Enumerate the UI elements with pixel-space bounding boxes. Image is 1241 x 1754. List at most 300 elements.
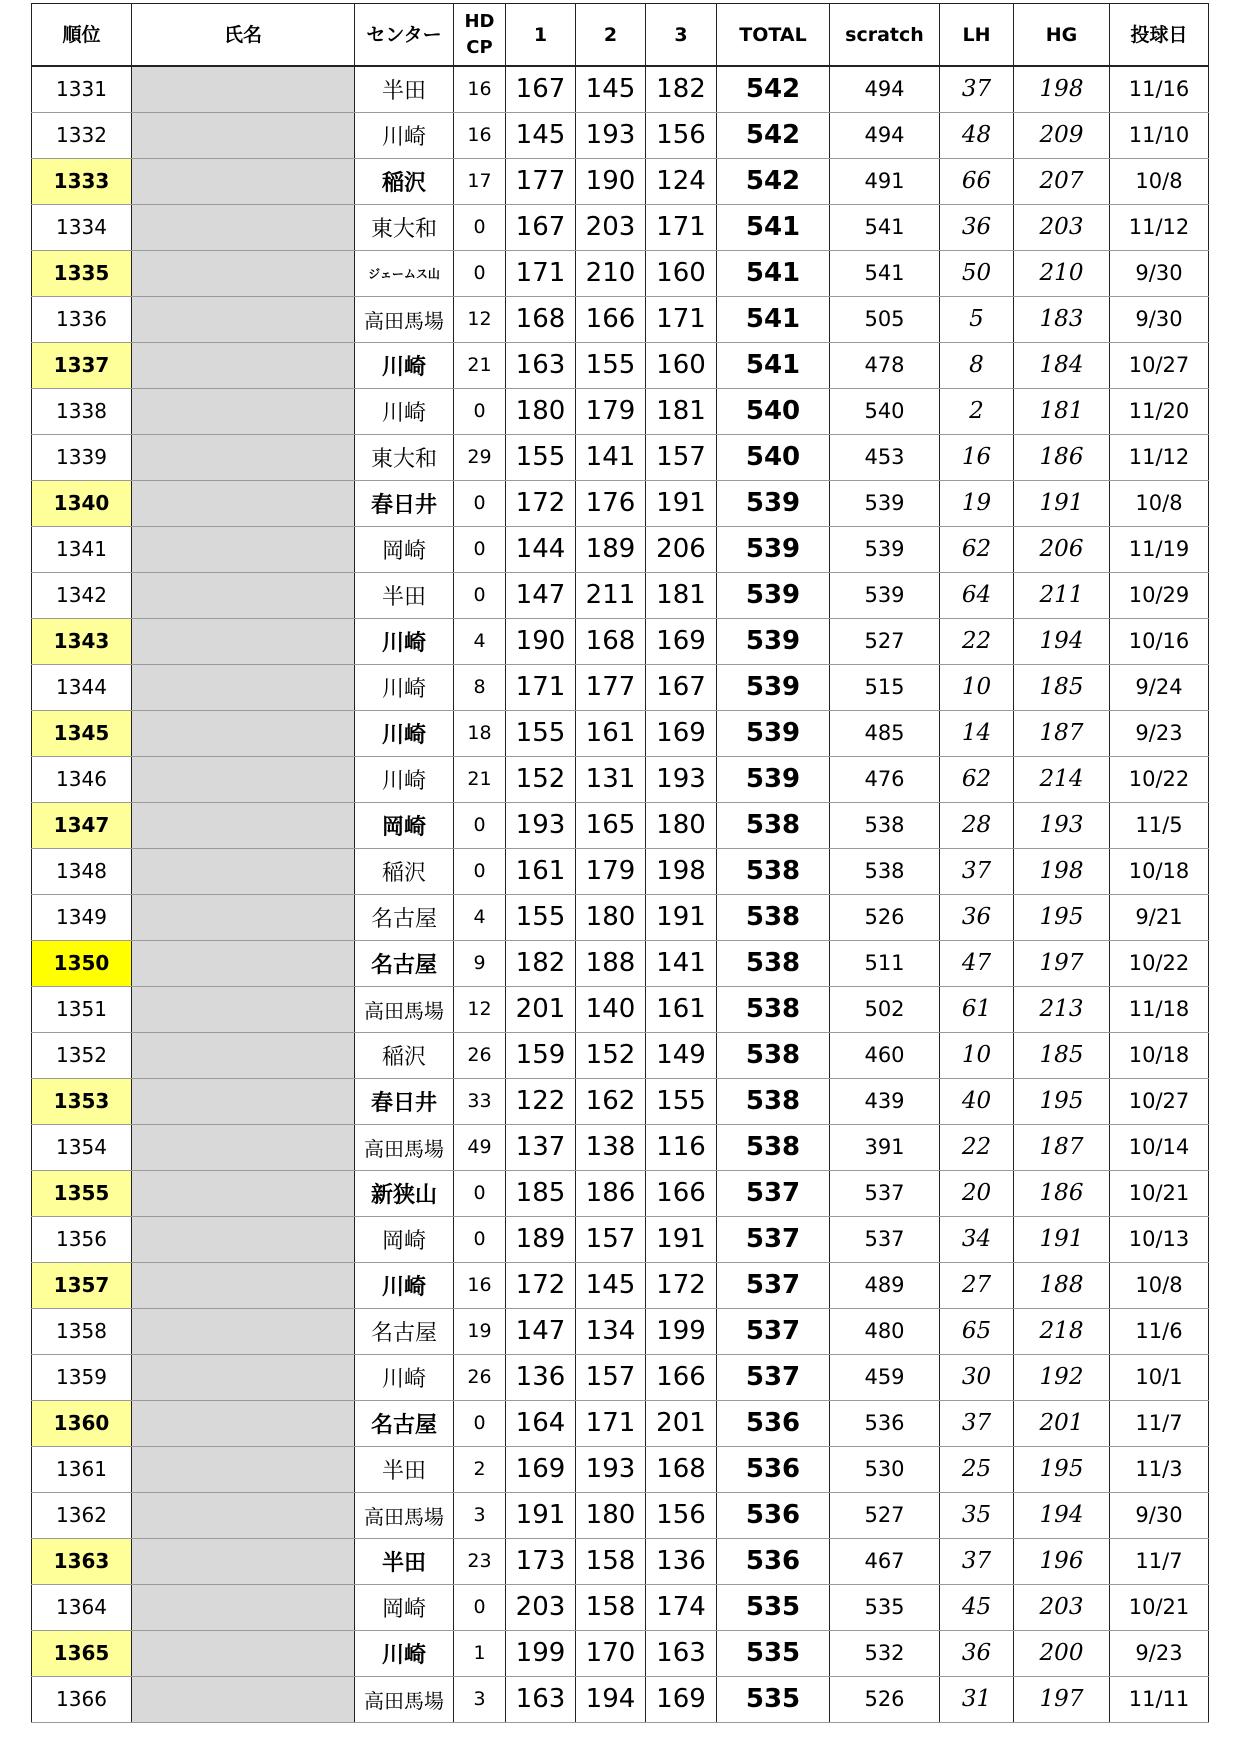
game2-cell: 177 (576, 664, 646, 710)
name-cell (132, 986, 355, 1032)
date-cell: 10/8 (1110, 1262, 1209, 1308)
table-row (32, 1584, 1209, 1630)
game2-cell: 155 (576, 342, 646, 388)
hdcp-cell: 26 (454, 1032, 506, 1078)
lh-cell: 50 (940, 250, 1014, 296)
scratch-cell: 536 (830, 1400, 940, 1446)
rank-cell: 1347 (32, 802, 132, 848)
scratch-cell: 439 (830, 1078, 940, 1124)
hdcp-cell: 9 (454, 940, 506, 986)
header-date: 投球日 (1110, 4, 1209, 67)
table-row (32, 480, 1209, 526)
game3-cell: 191 (646, 480, 717, 526)
game3-cell: 168 (646, 1446, 717, 1492)
hdcp-cell: 29 (454, 434, 506, 480)
header-hdcp-line2: CP (466, 36, 493, 58)
total-cell: 540 (717, 434, 830, 480)
name-cell (132, 572, 355, 618)
center-cell: 東大和 (355, 434, 454, 480)
lh-cell: 19 (940, 480, 1014, 526)
game3-cell: 180 (646, 802, 717, 848)
header-row (32, 4, 1209, 67)
name-cell (132, 940, 355, 986)
total-cell: 539 (717, 526, 830, 572)
lh-cell: 34 (940, 1216, 1014, 1262)
date-cell: 10/22 (1110, 940, 1209, 986)
hg-cell: 183 (1014, 296, 1110, 342)
table-row (32, 342, 1209, 388)
table-row (32, 112, 1209, 158)
table-row (32, 250, 1209, 296)
scratch-cell: 539 (830, 572, 940, 618)
game2-cell: 210 (576, 250, 646, 296)
total-cell: 536 (717, 1492, 830, 1538)
total-cell: 539 (717, 618, 830, 664)
hg-cell: 191 (1014, 480, 1110, 526)
game1-cell: 155 (506, 434, 576, 480)
table-row (32, 1124, 1209, 1170)
rank-cell: 1343 (32, 618, 132, 664)
lh-cell: 14 (940, 710, 1014, 756)
rank-cell: 1342 (32, 572, 132, 618)
name-cell (132, 66, 355, 112)
date-cell: 9/23 (1110, 710, 1209, 756)
hdcp-cell: 16 (454, 1262, 506, 1308)
center-cell: 川崎 (355, 388, 454, 434)
date-cell: 10/27 (1110, 342, 1209, 388)
rank-cell: 1363 (32, 1538, 132, 1584)
table-row (32, 1400, 1209, 1446)
total-cell: 538 (717, 1078, 830, 1124)
game2-cell: 190 (576, 158, 646, 204)
hdcp-cell: 0 (454, 572, 506, 618)
game1-cell: 171 (506, 250, 576, 296)
lh-cell: 5 (940, 296, 1014, 342)
center-cell: 半田 (355, 1446, 454, 1492)
date-cell: 10/18 (1110, 1032, 1209, 1078)
center-cell: 川崎 (355, 710, 454, 756)
center-cell: 名古屋 (355, 1308, 454, 1354)
scratch-cell: 535 (830, 1584, 940, 1630)
game3-cell: 181 (646, 572, 717, 618)
hg-cell: 211 (1014, 572, 1110, 618)
hdcp-cell: 0 (454, 1216, 506, 1262)
hg-cell: 218 (1014, 1308, 1110, 1354)
table-row (32, 756, 1209, 802)
total-cell: 537 (717, 1354, 830, 1400)
game2-cell: 193 (576, 1446, 646, 1492)
table-row (32, 1032, 1209, 1078)
game1-cell: 137 (506, 1124, 576, 1170)
game2-cell: 158 (576, 1538, 646, 1584)
center-cell: 高田馬場 (355, 296, 454, 342)
name-cell (132, 204, 355, 250)
lh-cell: 37 (940, 1400, 1014, 1446)
name-cell (132, 848, 355, 894)
hdcp-cell: 19 (454, 1308, 506, 1354)
hg-cell: 213 (1014, 986, 1110, 1032)
lh-cell: 10 (940, 1032, 1014, 1078)
game1-cell: 173 (506, 1538, 576, 1584)
scratch-cell: 460 (830, 1032, 940, 1078)
name-cell (132, 342, 355, 388)
center-cell: 岡崎 (355, 1216, 454, 1262)
lh-cell: 2 (940, 388, 1014, 434)
game3-cell: 156 (646, 1492, 717, 1538)
ranking-table-wrapper (31, 3, 1208, 1723)
game2-cell: 138 (576, 1124, 646, 1170)
rank-cell: 1339 (32, 434, 132, 480)
date-cell: 10/1 (1110, 1354, 1209, 1400)
name-cell (132, 1170, 355, 1216)
game3-cell: 193 (646, 756, 717, 802)
header-hdcp-line1: HD (464, 10, 495, 32)
game2-cell: 157 (576, 1216, 646, 1262)
table-row (32, 526, 1209, 572)
game1-cell: 180 (506, 388, 576, 434)
hdcp-cell: 16 (454, 112, 506, 158)
rank-cell: 1340 (32, 480, 132, 526)
lh-cell: 62 (940, 756, 1014, 802)
total-cell: 541 (717, 342, 830, 388)
lh-cell: 22 (940, 1124, 1014, 1170)
game3-cell: 157 (646, 434, 717, 480)
game2-cell: 203 (576, 204, 646, 250)
table-row (32, 940, 1209, 986)
game1-cell: 171 (506, 664, 576, 710)
center-cell: 高田馬場 (355, 1124, 454, 1170)
table-row (32, 158, 1209, 204)
rank-cell: 1333 (32, 158, 132, 204)
game3-cell: 169 (646, 618, 717, 664)
date-cell: 11/20 (1110, 388, 1209, 434)
date-cell: 10/21 (1110, 1170, 1209, 1216)
center-cell: 川崎 (355, 1262, 454, 1308)
game1-cell: 159 (506, 1032, 576, 1078)
game3-cell: 198 (646, 848, 717, 894)
scratch-cell: 511 (830, 940, 940, 986)
scratch-cell: 459 (830, 1354, 940, 1400)
game1-cell: 161 (506, 848, 576, 894)
center-cell: 川崎 (355, 1354, 454, 1400)
hdcp-cell: 0 (454, 480, 506, 526)
rank-cell: 1348 (32, 848, 132, 894)
scratch-cell: 540 (830, 388, 940, 434)
hdcp-cell: 0 (454, 802, 506, 848)
table-row (32, 848, 1209, 894)
game1-cell: 189 (506, 1216, 576, 1262)
header-name: 氏名 (132, 4, 355, 67)
table-row (32, 1630, 1209, 1676)
lh-cell: 20 (940, 1170, 1014, 1216)
lh-cell: 36 (940, 204, 1014, 250)
game3-cell: 167 (646, 664, 717, 710)
rank-cell: 1346 (32, 756, 132, 802)
name-cell (132, 710, 355, 756)
game2-cell: 157 (576, 1354, 646, 1400)
date-cell: 10/18 (1110, 848, 1209, 894)
game1-cell: 163 (506, 342, 576, 388)
lh-cell: 28 (940, 802, 1014, 848)
game3-cell: 166 (646, 1354, 717, 1400)
game1-cell: 168 (506, 296, 576, 342)
game1-cell: 172 (506, 1262, 576, 1308)
center-cell: 岡崎 (355, 802, 454, 848)
total-cell: 542 (717, 66, 830, 112)
game3-cell: 174 (646, 1584, 717, 1630)
lh-cell: 61 (940, 986, 1014, 1032)
date-cell: 11/6 (1110, 1308, 1209, 1354)
hg-cell: 195 (1014, 894, 1110, 940)
center-cell: 稲沢 (355, 848, 454, 894)
game1-cell: 155 (506, 710, 576, 756)
name-cell (132, 1538, 355, 1584)
rank-cell: 1357 (32, 1262, 132, 1308)
game2-cell: 162 (576, 1078, 646, 1124)
name-cell (132, 526, 355, 572)
total-cell: 539 (717, 572, 830, 618)
hg-cell: 184 (1014, 342, 1110, 388)
hdcp-cell: 49 (454, 1124, 506, 1170)
game1-cell: 164 (506, 1400, 576, 1446)
game1-cell: 122 (506, 1078, 576, 1124)
table-row (32, 572, 1209, 618)
scratch-cell: 515 (830, 664, 940, 710)
scratch-cell: 489 (830, 1262, 940, 1308)
rank-cell: 1360 (32, 1400, 132, 1446)
name-cell (132, 1216, 355, 1262)
total-cell: 536 (717, 1446, 830, 1492)
total-cell: 542 (717, 112, 830, 158)
game2-cell: 176 (576, 480, 646, 526)
game1-cell: 152 (506, 756, 576, 802)
game1-cell: 203 (506, 1584, 576, 1630)
scratch-cell: 526 (830, 1676, 940, 1722)
hdcp-cell: 33 (454, 1078, 506, 1124)
center-cell: 半田 (355, 572, 454, 618)
center-cell: 岡崎 (355, 526, 454, 572)
date-cell: 9/30 (1110, 250, 1209, 296)
scratch-cell: 541 (830, 250, 940, 296)
date-cell: 10/14 (1110, 1124, 1209, 1170)
date-cell: 10/8 (1110, 158, 1209, 204)
name-cell (132, 480, 355, 526)
header-scratch: scratch (830, 4, 940, 67)
ranking-table (31, 3, 1209, 1723)
hg-cell: 210 (1014, 250, 1110, 296)
hdcp-cell: 21 (454, 756, 506, 802)
table-row (32, 664, 1209, 710)
table-row (32, 802, 1209, 848)
date-cell: 10/29 (1110, 572, 1209, 618)
hg-cell: 203 (1014, 204, 1110, 250)
date-cell: 10/27 (1110, 1078, 1209, 1124)
hdcp-cell: 4 (454, 894, 506, 940)
name-cell (132, 618, 355, 664)
center-cell: 春日井 (355, 1078, 454, 1124)
hg-cell: 206 (1014, 526, 1110, 572)
hdcp-cell: 2 (454, 1446, 506, 1492)
game2-cell: 180 (576, 1492, 646, 1538)
name-cell (132, 1676, 355, 1722)
scratch-cell: 494 (830, 66, 940, 112)
table-row (32, 296, 1209, 342)
hg-cell: 185 (1014, 664, 1110, 710)
scratch-cell: 505 (830, 296, 940, 342)
rank-cell: 1361 (32, 1446, 132, 1492)
game1-cell: 144 (506, 526, 576, 572)
game3-cell: 171 (646, 296, 717, 342)
lh-cell: 8 (940, 342, 1014, 388)
game3-cell: 166 (646, 1170, 717, 1216)
lh-cell: 36 (940, 894, 1014, 940)
game2-cell: 145 (576, 66, 646, 112)
total-cell: 538 (717, 1032, 830, 1078)
hdcp-cell: 12 (454, 296, 506, 342)
hg-cell: 196 (1014, 1538, 1110, 1584)
game3-cell: 141 (646, 940, 717, 986)
table-row (32, 1262, 1209, 1308)
game3-cell: 206 (646, 526, 717, 572)
hdcp-cell: 21 (454, 342, 506, 388)
rank-cell: 1356 (32, 1216, 132, 1262)
center-cell: 高田馬場 (355, 1492, 454, 1538)
lh-cell: 37 (940, 848, 1014, 894)
total-cell: 537 (717, 1262, 830, 1308)
scratch-cell: 538 (830, 848, 940, 894)
rank-cell: 1336 (32, 296, 132, 342)
table-body (32, 66, 1209, 1722)
hg-cell: 198 (1014, 66, 1110, 112)
rank-cell: 1354 (32, 1124, 132, 1170)
rank-cell: 1344 (32, 664, 132, 710)
game1-cell: 169 (506, 1446, 576, 1492)
game2-cell: 152 (576, 1032, 646, 1078)
center-cell: 川崎 (355, 756, 454, 802)
game2-cell: 193 (576, 112, 646, 158)
lh-cell: 37 (940, 66, 1014, 112)
name-cell (132, 388, 355, 434)
game1-cell: 147 (506, 572, 576, 618)
date-cell: 11/19 (1110, 526, 1209, 572)
lh-cell: 25 (940, 1446, 1014, 1492)
name-cell (132, 1400, 355, 1446)
scratch-cell: 478 (830, 342, 940, 388)
total-cell: 537 (717, 1216, 830, 1262)
scratch-cell: 530 (830, 1446, 940, 1492)
header-lh: LH (940, 4, 1014, 67)
name-cell (132, 664, 355, 710)
header-game-2: 2 (576, 4, 646, 67)
lh-cell: 45 (940, 1584, 1014, 1630)
lh-cell: 48 (940, 112, 1014, 158)
game2-cell: 158 (576, 1584, 646, 1630)
center-cell: 東大和 (355, 204, 454, 250)
hg-cell: 197 (1014, 940, 1110, 986)
center-cell: 高田馬場 (355, 986, 454, 1032)
game3-cell: 199 (646, 1308, 717, 1354)
scratch-cell: 391 (830, 1124, 940, 1170)
hdcp-cell: 0 (454, 1170, 506, 1216)
game1-cell: 155 (506, 894, 576, 940)
game2-cell: 166 (576, 296, 646, 342)
lh-cell: 64 (940, 572, 1014, 618)
game3-cell: 124 (646, 158, 717, 204)
center-cell: 川崎 (355, 618, 454, 664)
scratch-cell: 453 (830, 434, 940, 480)
date-cell: 11/18 (1110, 986, 1209, 1032)
hg-cell: 188 (1014, 1262, 1110, 1308)
rank-cell: 1358 (32, 1308, 132, 1354)
hg-cell: 194 (1014, 1492, 1110, 1538)
game2-cell: 188 (576, 940, 646, 986)
game2-cell: 171 (576, 1400, 646, 1446)
rank-cell: 1345 (32, 710, 132, 756)
hdcp-cell: 0 (454, 250, 506, 296)
center-cell: 新狭山 (355, 1170, 454, 1216)
game2-cell: 179 (576, 388, 646, 434)
name-cell (132, 296, 355, 342)
game2-cell: 165 (576, 802, 646, 848)
scratch-cell: 527 (830, 1492, 940, 1538)
header-game-1: 1 (506, 4, 576, 67)
date-cell: 11/12 (1110, 434, 1209, 480)
hdcp-cell: 3 (454, 1676, 506, 1722)
game3-cell: 191 (646, 894, 717, 940)
name-cell (132, 1630, 355, 1676)
hdcp-cell: 26 (454, 1354, 506, 1400)
hg-cell: 207 (1014, 158, 1110, 204)
date-cell: 10/13 (1110, 1216, 1209, 1262)
name-cell (132, 1584, 355, 1630)
total-cell: 535 (717, 1676, 830, 1722)
game3-cell: 171 (646, 204, 717, 250)
date-cell: 10/22 (1110, 756, 1209, 802)
hdcp-cell: 3 (454, 1492, 506, 1538)
game1-cell: 199 (506, 1630, 576, 1676)
hg-cell: 187 (1014, 710, 1110, 756)
name-cell (132, 1308, 355, 1354)
hdcp-cell: 17 (454, 158, 506, 204)
rank-cell: 1351 (32, 986, 132, 1032)
hg-cell: 194 (1014, 618, 1110, 664)
scratch-cell: 538 (830, 802, 940, 848)
hg-cell: 195 (1014, 1446, 1110, 1492)
rank-cell: 1332 (32, 112, 132, 158)
game1-cell: 167 (506, 204, 576, 250)
hdcp-cell: 0 (454, 1584, 506, 1630)
scratch-cell: 527 (830, 618, 940, 664)
lh-cell: 62 (940, 526, 1014, 572)
rank-cell: 1334 (32, 204, 132, 250)
table-row (32, 1446, 1209, 1492)
date-cell: 11/11 (1110, 1676, 1209, 1722)
lh-cell: 66 (940, 158, 1014, 204)
center-cell: 高田馬場 (355, 1676, 454, 1722)
game1-cell: 145 (506, 112, 576, 158)
game2-cell: 189 (576, 526, 646, 572)
rank-cell: 1337 (32, 342, 132, 388)
lh-cell: 47 (940, 940, 1014, 986)
hdcp-cell: 23 (454, 1538, 506, 1584)
lh-cell: 65 (940, 1308, 1014, 1354)
scratch-cell: 532 (830, 1630, 940, 1676)
scratch-cell: 502 (830, 986, 940, 1032)
game2-cell: 168 (576, 618, 646, 664)
game3-cell: 116 (646, 1124, 717, 1170)
center-cell: 名古屋 (355, 1400, 454, 1446)
rank-cell: 1365 (32, 1630, 132, 1676)
